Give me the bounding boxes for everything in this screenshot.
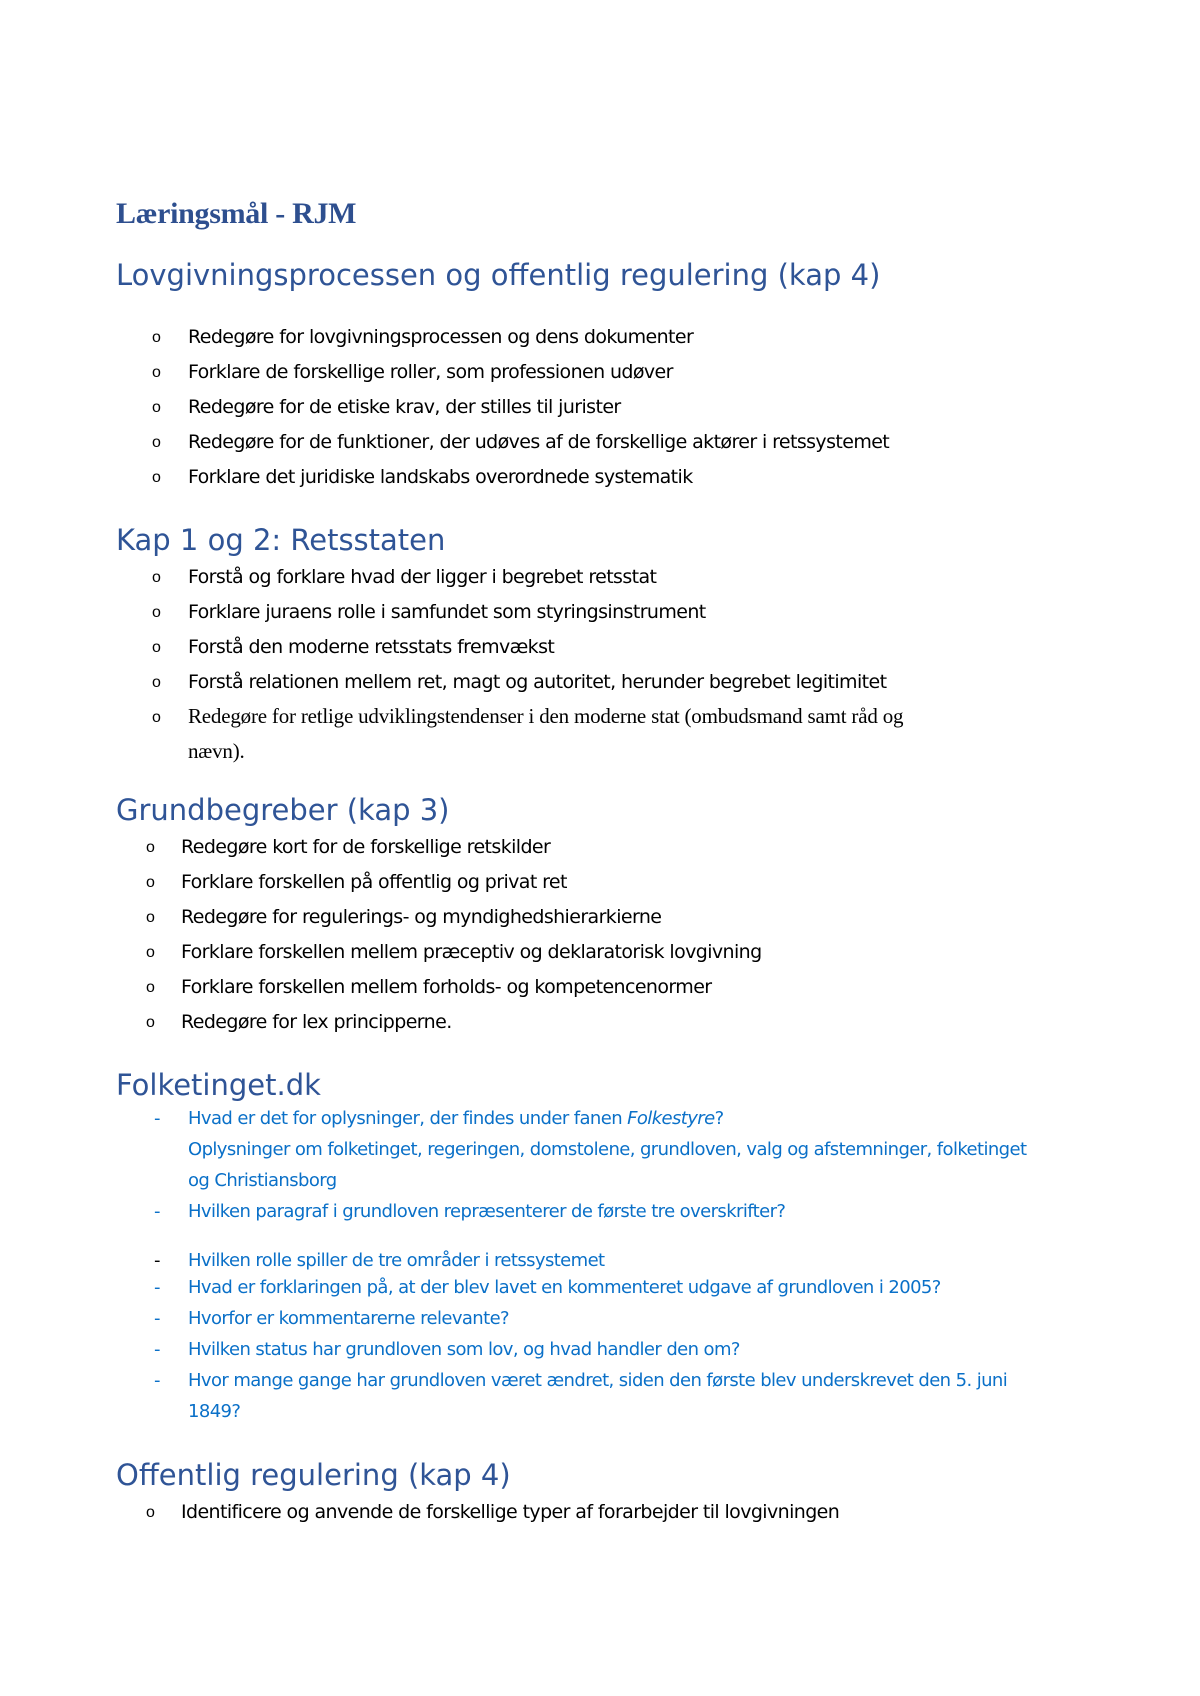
answer-item: Oplysninger om folketinget, regeringen, domstolene, grundloven, valg og afstemninger, folketinget <box>188 1139 1027 1160</box>
list-dash: - <box>154 1339 161 1360</box>
list-item: Redegøre for de etiske krav, der stilles til jurister <box>188 396 621 418</box>
list-bullet: o <box>152 434 161 451</box>
question-item: Hvorfor er kommentarerne relevante? <box>188 1308 510 1329</box>
list-bullet: o <box>152 674 161 691</box>
section-heading-offentlig-regulering: Offentlig regulering (kap 4) <box>116 1458 511 1492</box>
list-bullet: o <box>152 329 161 346</box>
document-title: Læringsmål - RJM <box>116 197 357 230</box>
question-item: Hvor mange gange har grundloven været ændret, siden den første blev underskrevet den 5. juni <box>188 1370 1008 1391</box>
list-dash: - <box>154 1108 161 1129</box>
question-item-continuation: 1849? <box>188 1401 241 1422</box>
section-heading-retsstaten: Kap 1 og 2: Retsstaten <box>116 523 446 557</box>
list-item: Redegøre for regulerings- og myndighedshierarkierne <box>181 906 662 928</box>
list-bullet: o <box>152 709 161 726</box>
list-item: Redegøre for de funktioner, der udøves af de forskellige aktører i retssystemet <box>188 431 890 453</box>
question-item: Hvilken paragraf i grundloven repræsenterer de første tre overskrifter? <box>188 1201 786 1222</box>
section-heading-folketinget: Folketinget.dk <box>116 1068 321 1102</box>
list-bullet: o <box>146 944 155 961</box>
list-bullet: o <box>152 604 161 621</box>
list-dash: - <box>154 1308 161 1329</box>
list-bullet: o <box>146 874 155 891</box>
list-item-continuation: nævn). <box>188 739 245 763</box>
answer-item-continuation: og Christiansborg <box>188 1170 337 1191</box>
list-dash: - <box>154 1277 161 1298</box>
list-item: Redegøre for retlige udviklingstendenser i den moderne stat (ombudsmand samt råd og <box>188 704 904 728</box>
list-item: Forstå relationen mellem ret, magt og autoritet, herunder begrebet legitimitet <box>188 671 887 693</box>
question-item: Hvad er forklaringen på, at der blev lavet en kommenteret udgave af grundloven i 2005? <box>188 1277 941 1298</box>
question-mark: ? <box>714 1108 724 1129</box>
list-item: Forklare de forskellige roller, som professionen udøver <box>188 361 673 383</box>
section-heading-lovgivning: Lovgivningsprocessen og offentlig regulering (kap 4) <box>116 258 881 292</box>
question-item: Hvilken rolle spiller de tre områder i retssystemet <box>188 1250 605 1271</box>
list-bullet: o <box>152 469 161 486</box>
list-item: Forklare juraens rolle i samfundet som styringsinstrument <box>188 601 706 623</box>
list-bullet: o <box>146 979 155 996</box>
list-item: Redegøre for lovgivningsprocessen og dens dokumenter <box>188 326 694 348</box>
list-item: Identificere og anvende de forskellige typer af forarbejder til lovgivningen <box>181 1501 840 1523</box>
question-item <box>188 1107 724 1131</box>
list-bullet: o <box>146 839 155 856</box>
list-dash: - <box>154 1201 161 1222</box>
list-item: Forklare forskellen mellem forholds- og kompetencenormer <box>181 976 712 998</box>
question-italic-term: Folkestyre <box>627 1108 715 1129</box>
list-item: Forklare forskellen på offentlig og privat ret <box>181 871 567 893</box>
section-heading-grundbegreber: Grundbegreber (kap 3) <box>116 793 450 827</box>
list-item: Redegøre for lex principperne. <box>181 1011 452 1033</box>
list-item: Forstå og forklare hvad der ligger i begrebet retsstat <box>188 566 657 588</box>
list-item: Redegøre kort for de forskellige retskilder <box>181 836 551 858</box>
list-dash: - <box>154 1250 161 1271</box>
question-text: Hvad er det for oplysninger, der findes under fanen <box>188 1108 628 1129</box>
question-item: Hvilken status har grundloven som lov, og hvad handler den om? <box>188 1339 740 1360</box>
list-bullet: o <box>146 909 155 926</box>
list-bullet: o <box>152 639 161 656</box>
list-bullet: o <box>146 1014 155 1031</box>
list-item: Forstå den moderne retsstats fremvækst <box>188 636 555 658</box>
list-bullet: o <box>152 364 161 381</box>
list-bullet: o <box>152 399 161 416</box>
list-dash: - <box>154 1370 161 1391</box>
list-bullet: o <box>152 569 161 586</box>
list-item: Forklare det juridiske landskabs overordnede systematik <box>188 466 693 488</box>
list-bullet: o <box>146 1504 155 1521</box>
list-item: Forklare forskellen mellem præceptiv og deklaratorisk lovgivning <box>181 941 762 963</box>
